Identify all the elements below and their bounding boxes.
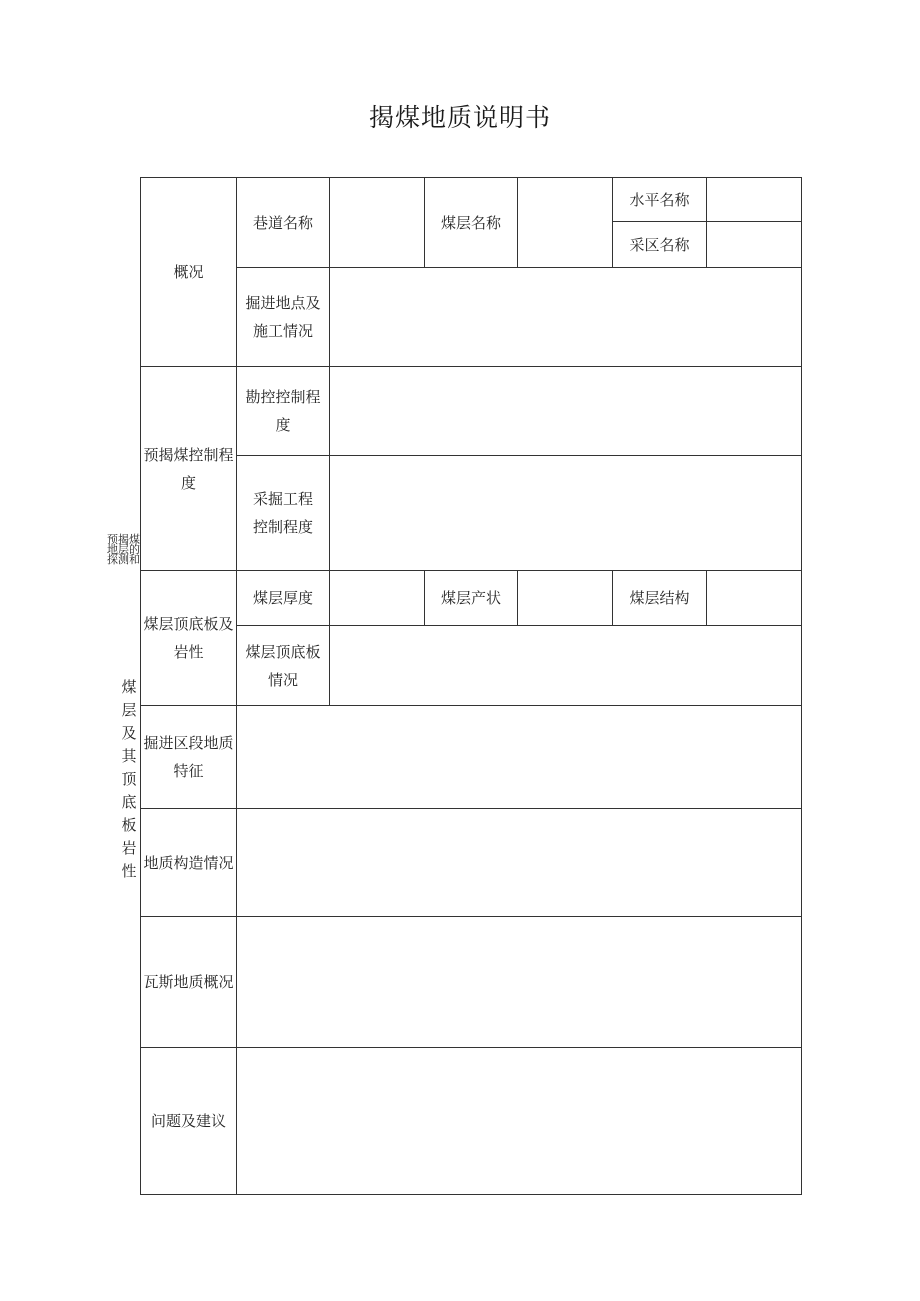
seam-attitude-label: 煤层产状	[440, 589, 501, 607]
district-name-label: 采区名称	[629, 235, 690, 254]
level-name-field[interactable]	[707, 178, 801, 221]
exploration-control-field[interactable]	[330, 367, 801, 455]
seam-rock-label: 煤层顶底板及岩性	[143, 615, 234, 661]
issues-label: 问题及建议	[150, 1112, 226, 1130]
geology-features-label: 掘进区段地质特征	[143, 734, 234, 780]
seam-attitude-field[interactable]	[518, 571, 612, 625]
location-field[interactable]	[330, 268, 801, 366]
geologic-structure-label: 地质构造情况	[143, 853, 234, 872]
pre-uncover-label: 预揭煤控制程度	[143, 445, 234, 492]
roadway-name-field[interactable]	[330, 178, 424, 267]
seam-name-field[interactable]	[518, 178, 612, 267]
level-name-label: 水平名称	[629, 190, 690, 209]
gas-geology-label: 瓦斯地质概况	[143, 973, 234, 991]
seam-thickness-label: 煤层厚度	[252, 589, 313, 607]
overview-label: 概况	[173, 263, 204, 281]
issues-field[interactable]	[237, 1048, 801, 1194]
mining-control-label: 采掘工程控制程度	[252, 490, 313, 536]
page-title: 揭煤地质说明书	[368, 103, 551, 132]
seam-structure-label: 煤层结构	[629, 589, 690, 607]
side-label-small: 预揭煤地层的探测和	[107, 533, 140, 566]
side-label-seam-rock: 煤层及其顶底板岩性	[121, 678, 137, 880]
roof-floor-field[interactable]	[330, 626, 801, 705]
geology-features-field[interactable]	[237, 706, 801, 808]
roadway-name-label: 巷道名称	[252, 213, 313, 232]
exploration-control-label: 勘控控制程度	[245, 388, 321, 434]
seam-name-label: 煤层名称	[440, 213, 501, 232]
seam-thickness-field[interactable]	[330, 571, 424, 625]
location-label: 掘进地点及施工情况	[245, 294, 321, 340]
geologic-structure-field[interactable]	[237, 809, 801, 916]
mining-control-field[interactable]	[330, 456, 801, 570]
seam-structure-field[interactable]	[707, 571, 801, 625]
district-name-field[interactable]	[707, 222, 801, 267]
roof-floor-label: 煤层顶底板情况	[245, 642, 321, 689]
gas-geology-field[interactable]	[237, 917, 801, 1047]
